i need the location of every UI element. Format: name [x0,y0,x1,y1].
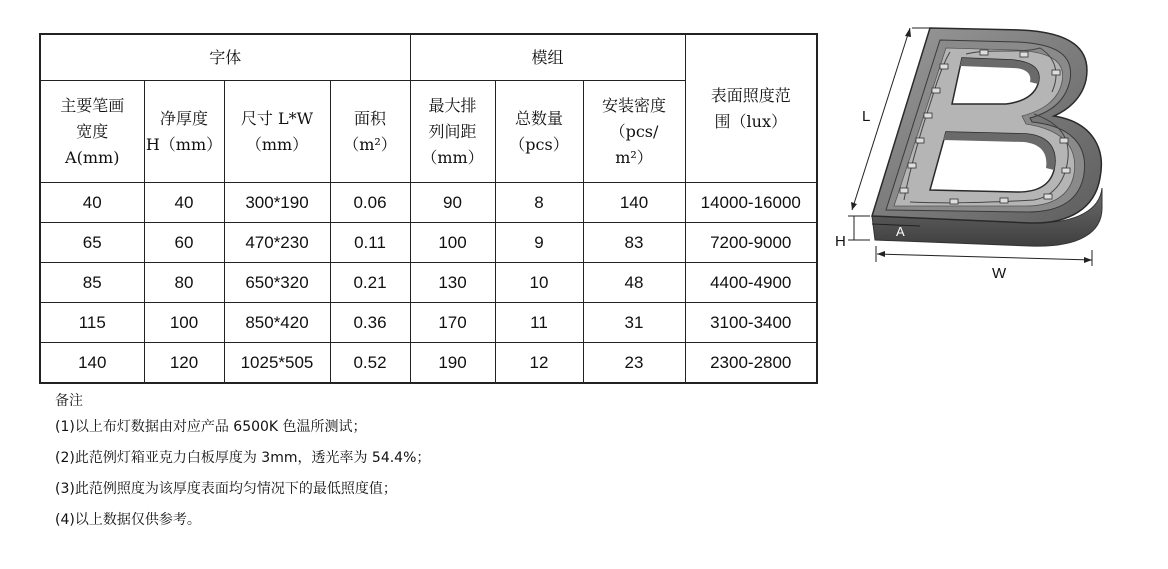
table-cell: 4400-4900 [685,263,817,303]
table-cell: 140 [583,183,685,223]
table-cell: 12 [495,343,583,384]
table-cell: 130 [410,263,495,303]
table-cell: 11 [495,303,583,343]
note-line: (1)以上布灯数据由对应产品 6500K 色温所测试； [55,419,367,435]
table-cell: 0.21 [330,263,410,303]
letter-b-shape [872,28,1102,246]
group-header-font: 字体 [40,34,410,81]
table-cell: 650*320 [224,263,330,303]
table-cell: 23 [583,343,685,384]
table-cell: 9 [495,223,583,263]
table-cell: 300*190 [224,183,330,223]
column-header-label: 表面照度范 围（lux） [710,85,791,131]
table-cell: 14000-16000 [685,183,817,223]
table-cell: 7200-9000 [685,223,817,263]
table-row [40,183,817,223]
table-cell: 190 [410,343,495,384]
table-cell: 10 [495,263,583,303]
table-cell: 2300-2800 [685,343,817,384]
table-cell: 470*230 [224,223,330,263]
note-line: (3)此范例照度为该厚度表面均匀情况下的最低照度值； [55,481,397,497]
table-cell: 90 [410,183,495,223]
table-cell: 0.06 [330,183,410,223]
table-cell: 100 [144,303,224,343]
column-header-label: 尺寸 L*W （mm） [240,108,314,154]
column-header-label: 净厚度 H（mm） [145,108,223,154]
column-header-quantity [495,81,583,183]
column-header-density [583,81,685,183]
table-cell: 0.52 [330,343,410,384]
column-header-label: 最大排 列间距 （mm） [421,95,484,167]
table-cell: 100 [410,223,495,263]
table-cell: 40 [144,183,224,223]
column-header-label: 主要笔画 宽度 A(mm) [60,95,125,167]
column-header-area [330,81,410,183]
letter-b-dimension-diagram [830,18,1150,288]
table-row [40,303,817,343]
table-cell: 80 [144,263,224,303]
table-cell: 65 [40,223,144,263]
table-row [40,263,817,303]
column-header-size [224,81,330,183]
table-cell: 140 [40,343,144,384]
table-cell: 1025*505 [224,343,330,384]
note-line: (4)以上数据仅供参考。 [55,512,201,528]
table-cell: 48 [583,263,685,303]
table-cell: 85 [40,263,144,303]
table-cell: 850*420 [224,303,330,343]
table-cell: 115 [40,303,144,343]
column-header-max-spacing [410,81,495,183]
table-cell: 60 [144,223,224,263]
table-row [40,223,817,263]
table-cell: 8 [495,183,583,223]
notes-section [55,390,430,536]
dimension-label-h: H [835,233,846,250]
table-cell: 3100-3400 [685,303,817,343]
column-header-label: 面积 （m²） [343,108,397,154]
column-header-stroke-width [40,81,144,183]
table-row [40,343,817,384]
spec-table [39,33,818,384]
column-header-illuminance [685,34,817,183]
dimension-label-a: A [896,224,905,239]
column-header-thickness [144,81,224,183]
group-header-module: 模组 [410,34,685,81]
note-line: (2)此范例灯箱亚克力白板厚度为 3mm，透光率为 54.4%； [55,450,431,466]
dimension-label-w: W [992,265,1007,282]
table-cell: 120 [144,343,224,384]
table-cell: 31 [583,303,685,343]
table-cell: 83 [583,223,685,263]
table-cell: 0.36 [330,303,410,343]
dimension-label-l: L [862,108,871,125]
table-cell: 170 [410,303,495,343]
column-header-label: 总数量 （pcs） [509,108,569,154]
table-cell: 0.11 [330,223,410,263]
notes-title: 备注 [55,393,83,409]
table-cell: 40 [40,183,144,223]
column-header-label: 安装密度 （pcs/ m²） [601,95,666,167]
